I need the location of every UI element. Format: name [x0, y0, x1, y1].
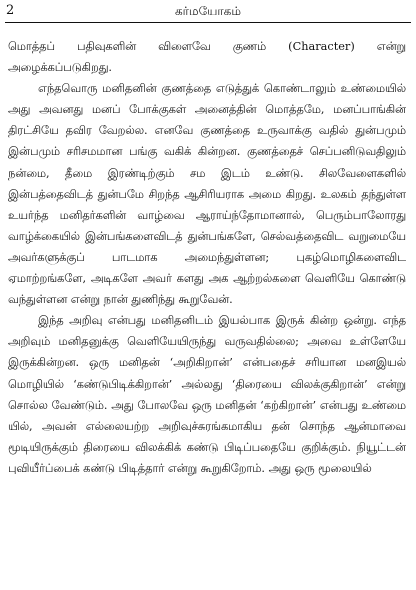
- paragraph-1: மொத்தப் பதிவுகளின் விளைவே குணம் (Character) என்று அழைக்கப்படுகிறது.: [8, 40, 406, 75]
- page-number: 2: [6, 3, 15, 18]
- body-text: [8, 36, 406, 584]
- running-title: கர்மயோகம்: [174, 4, 241, 18]
- page-header: [0, 0, 416, 28]
- header-rule: [5, 22, 411, 23]
- paragraph-3: இந்த அறிவு என்பது மனிதனிடம் இயல்பாக இருக் கின்ற ஒன்று. எந்த அறிவும் மனிதனுக்கு வெளியேயிருந்து வருவதில்லை; அவை உள்ளேயே இருக்கின்றன. ஒரு மனிதன் ‘அறிகிறான்’ என்பதைச் சரியான மனஇயல் மொழியில் ‘கண்டுபிடிக்கிறான்’ அல்லது ‘திரையை விலக்குகிறான்’ என்று சொல்ல வேண்டும். அது போலவே ஒரு மனிதன் ‘கற்கிறான்’ என்பது உண்மை யில், அவன் எல்லையற்ற அறிவுச்சுரங்கமாகிய தன் சொந்த ஆன்மாவை மூடியிருக்கும் திரையை விலக்கிக் கண்டு பிடிப்பதையே குறிக்கும். நியூட்டன் புவியீர்ப்பைக் கண்டு பிடித்தார் என்று கூறுகிறோம். அது ஒரு மூலையில்: [8, 314, 406, 475]
- paragraph-2: எந்தவொரு மனிதனின் குணத்தை எடுத்துக் கொண்டாலும் உண்மையில் அது அவனது மனப் போக்குகள் அனைத்தின் மொத்தமே, மனப்பாங்கின் திரட்சியே தவிர வேறல்ல. எனவே குணத்தை உருவாக்கு வதில் துன்பமும் இன்பமும் சரிசமமான பங்கு வகிக் கின்றன. குணத்தைச் செப்பனிடுவதிலும் நன்மை, தீமை இரண்டிற்கும் சம இடம் உண்டு. சிலவேளைகளில் இன்பத்தைவிடத் துன்பமே சிறந்த ஆசிரியராக அமை கிறது. உலகம் தந்துள்ள உயர்ந்த மனிதர்களின் வாழ்வை ஆராய்ந்தோமானால், பெரும்பாலோரது வாழ்க்கையில் இன்பங்களைவிடத் துன்பங்களே, செல்வத்தைவிட வறுமையே அவர்களுக்குப் பாடமாக அமைந்துள்ளன; புகழ்மொழிகளைவிட ஏமாற்றங்களே, அடிகளே அவர் களது அக ஆற்றல்களை வெளியே கொண்டு வந்துள்ளன என்று நான் துணிந்து கூறுவேன்.: [8, 82, 406, 307]
